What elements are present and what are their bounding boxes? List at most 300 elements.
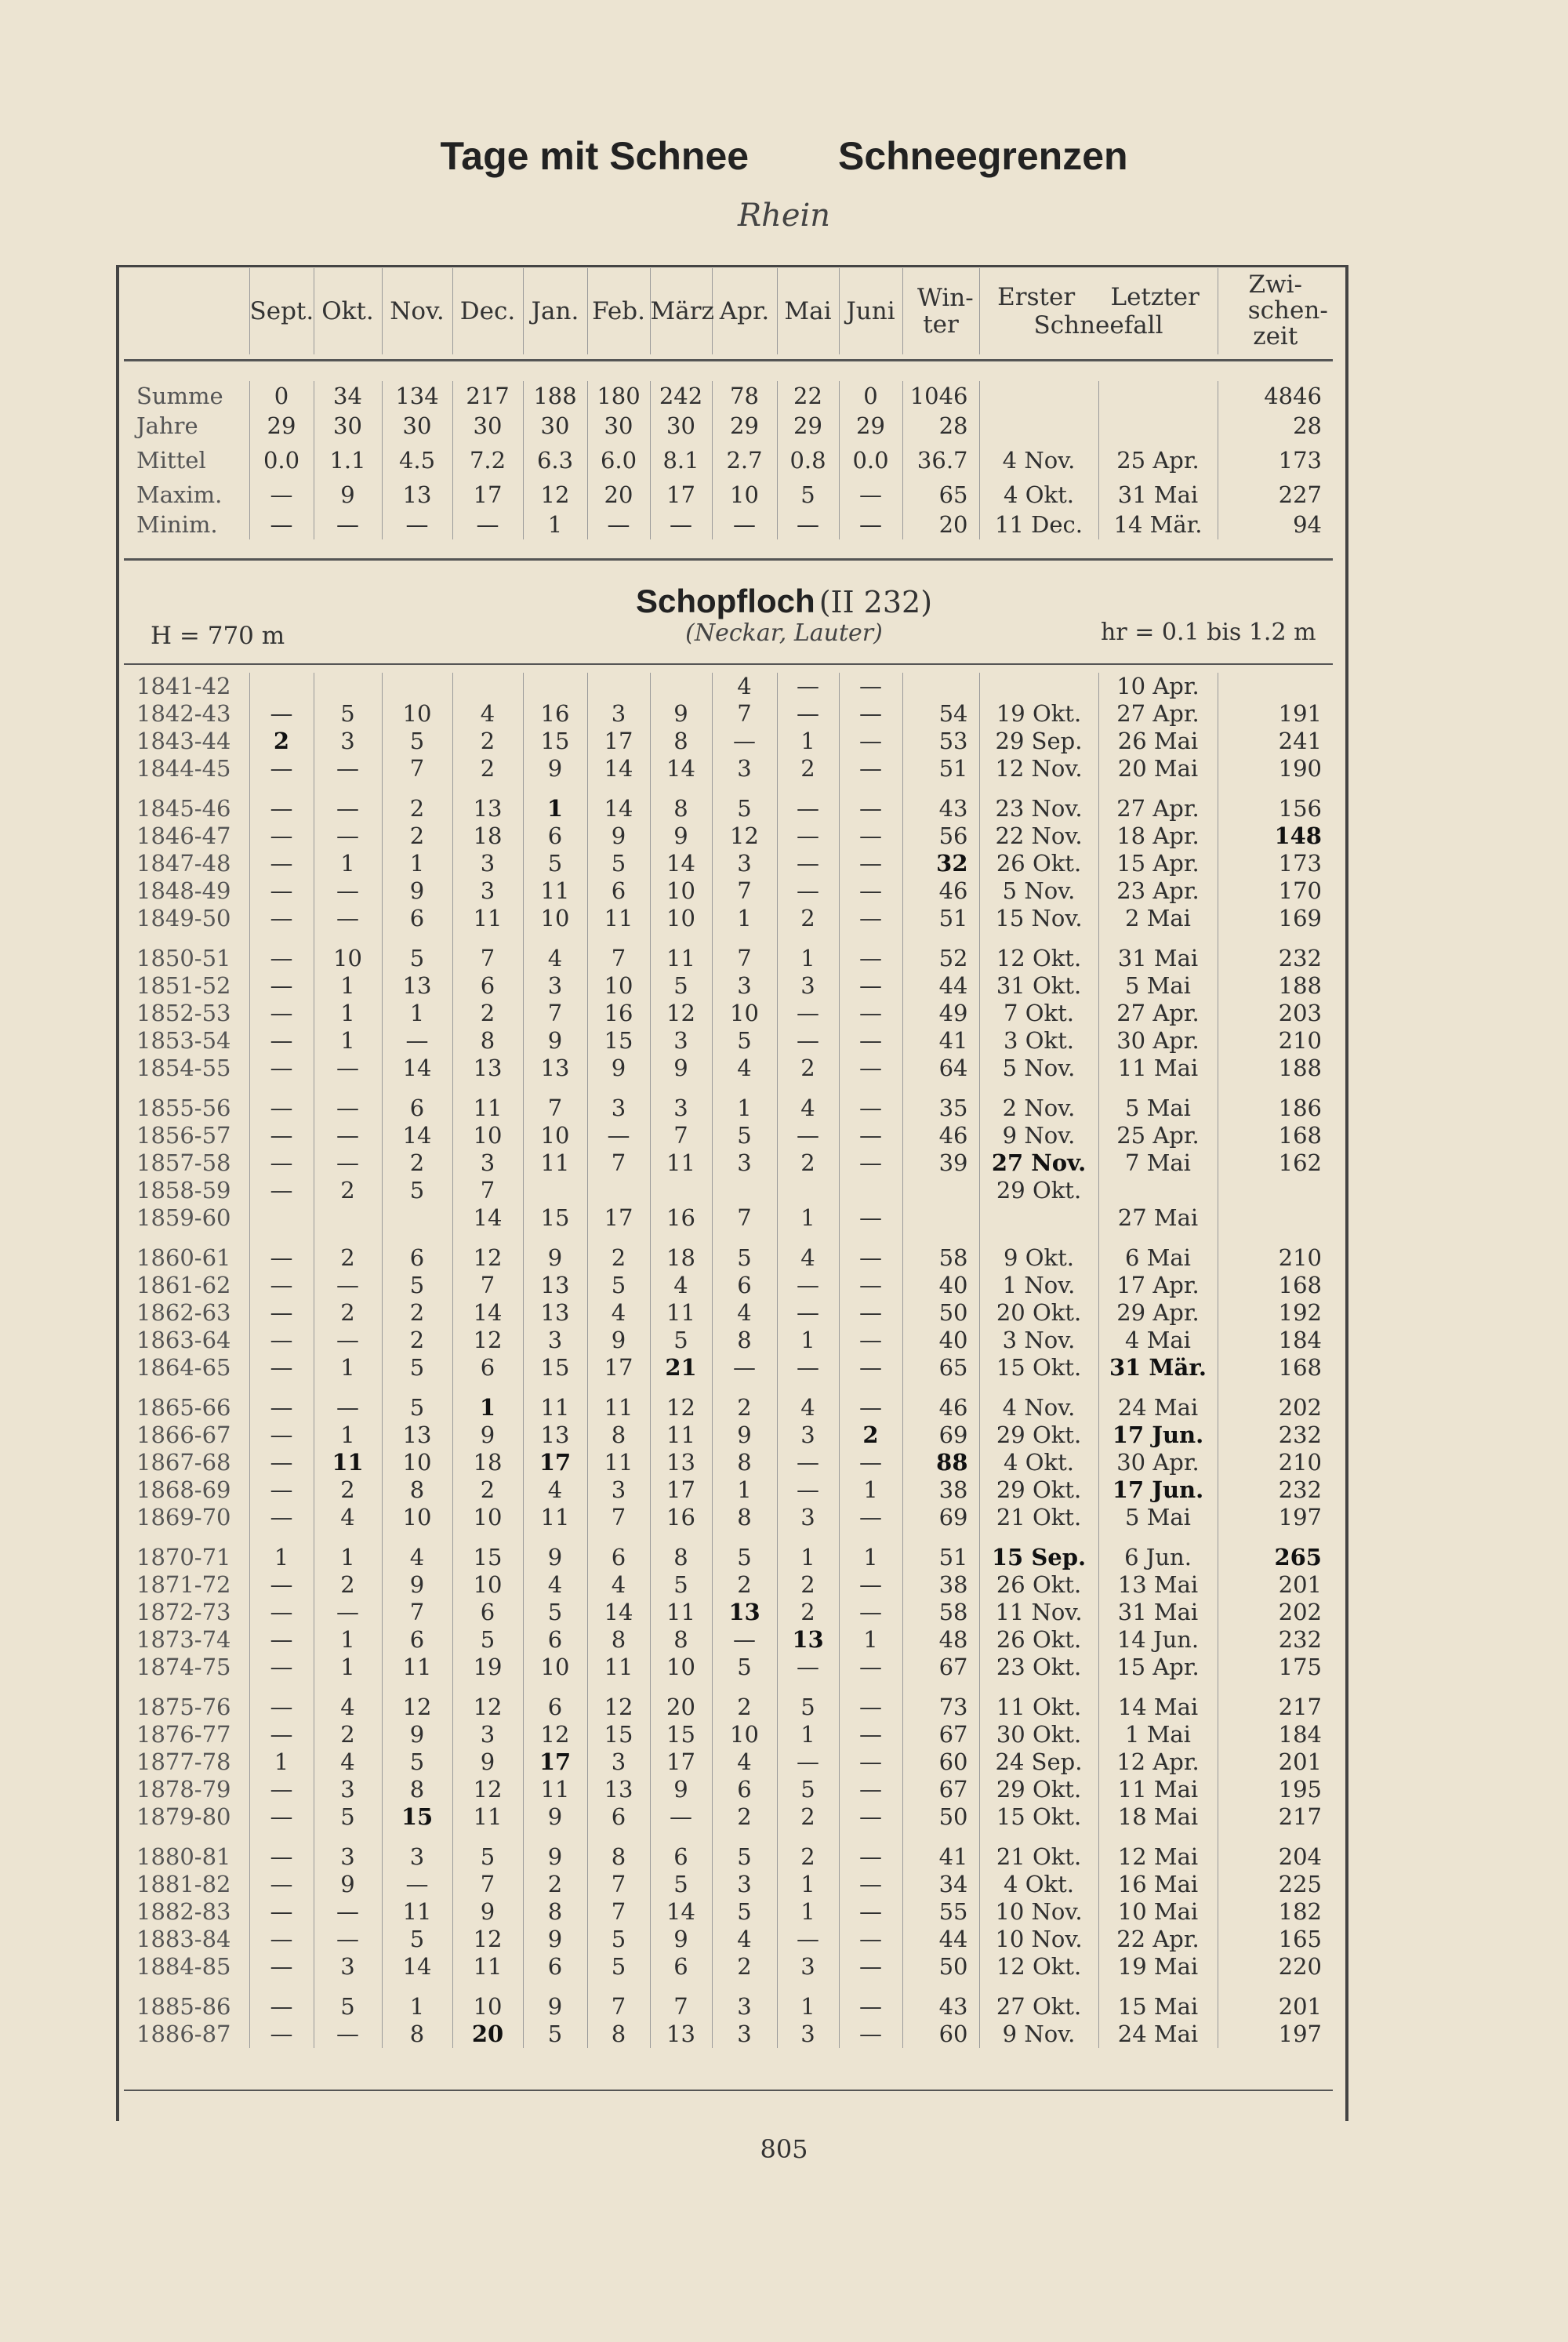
table-cell: 1 xyxy=(712,1095,777,1122)
table-cell: 29 Okt. xyxy=(979,1177,1098,1204)
table-cell: — xyxy=(777,1000,839,1027)
table-cell: 6 xyxy=(523,822,587,850)
table-cell: 1 xyxy=(249,1748,314,1776)
table-cell: — xyxy=(777,1476,839,1504)
table-cell xyxy=(1098,381,1218,411)
table-cell: 4 xyxy=(314,1694,382,1721)
table-row xyxy=(124,1544,1333,1571)
table-row xyxy=(124,1694,1333,1721)
table-cell: 13 xyxy=(452,1055,523,1082)
table-cell: 4 xyxy=(777,1244,839,1272)
table-cell: — xyxy=(249,510,314,539)
table-cell: — xyxy=(777,1027,839,1055)
table-cell: 204 xyxy=(1218,1843,1333,1871)
summary-rule xyxy=(124,558,1333,561)
table-cell: 29 Apr. xyxy=(1098,1299,1218,1327)
col-schneefall-label: Schneefall xyxy=(1033,311,1163,339)
col-nov: Nov. xyxy=(382,268,452,354)
table-cell: 58 xyxy=(902,1599,979,1626)
table-cell: 69 xyxy=(902,1504,979,1531)
table-cell: 3 xyxy=(452,850,523,877)
table-cell: 1 xyxy=(314,972,382,1000)
table-cell: 25 Apr. xyxy=(1098,1122,1218,1149)
table-cell: — xyxy=(777,877,839,905)
table-cell: 2 xyxy=(712,1694,777,1721)
table-cell: 65 xyxy=(902,1354,979,1382)
table-cell: — xyxy=(314,795,382,822)
table-cell: — xyxy=(249,1504,314,1531)
row-label: Summe xyxy=(136,382,223,409)
station-rivers: (Neckar, Lauter) xyxy=(685,619,883,647)
col-letzter: Letzter xyxy=(1110,283,1200,311)
table-cell: 2 xyxy=(523,1871,587,1898)
table-cell: 5 xyxy=(712,1898,777,1926)
table-cell: 2 xyxy=(777,1055,839,1082)
table-cell: 7 xyxy=(712,1204,777,1232)
row-label: 1881-82 xyxy=(136,1871,231,1897)
table-cell: 186 xyxy=(1218,1095,1333,1122)
table-cell: 8 xyxy=(650,1544,712,1571)
table-cell: 11 xyxy=(650,945,712,972)
table-cell: 9 xyxy=(382,1571,452,1599)
table-cell: 7 xyxy=(587,1898,650,1926)
table-cell: 4 Okt. xyxy=(979,1449,1098,1476)
table-cell: 6 xyxy=(382,1095,452,1122)
table-cell: 1 xyxy=(712,905,777,932)
table-cell: 4 Nov. xyxy=(979,1394,1098,1422)
table-cell: 1 xyxy=(777,1721,839,1748)
table-cell: 9 xyxy=(452,1422,523,1449)
table-cell: — xyxy=(839,850,902,877)
table-cell: 11 xyxy=(587,905,650,932)
table-cell: 40 xyxy=(902,1327,979,1354)
table-cell: 11 xyxy=(523,1776,587,1803)
table-cell xyxy=(902,1204,979,1232)
table-cell xyxy=(523,673,587,700)
table-cell: 5 xyxy=(382,1272,452,1299)
table-cell: 2 xyxy=(777,1571,839,1599)
row-label: 1842-43 xyxy=(136,700,231,727)
table-cell: 11 Mai xyxy=(1098,1055,1218,1082)
table-row xyxy=(124,1299,1333,1327)
table-cell: — xyxy=(839,1122,902,1149)
table-cell: 11 Mai xyxy=(1098,1776,1218,1803)
table-cell: 173 xyxy=(1218,850,1333,877)
table-cell: 5 xyxy=(650,1571,712,1599)
row-label: 1863-64 xyxy=(136,1327,231,1353)
table-cell: 22 Nov. xyxy=(979,822,1098,850)
table-cell: 36.7 xyxy=(902,441,979,480)
table-cell: 7 Mai xyxy=(1098,1149,1218,1177)
table-cell: 24 Sep. xyxy=(979,1748,1098,1776)
table-cell: 5 xyxy=(587,1926,650,1953)
table-cell: — xyxy=(650,510,712,539)
table-row xyxy=(124,1244,1333,1272)
table-cell: 7 xyxy=(587,945,650,972)
table-cell: 180 xyxy=(587,381,650,411)
table-row xyxy=(124,2021,1333,2048)
table-cell: — xyxy=(314,1898,382,1926)
table-cell: 14 xyxy=(587,795,650,822)
table-cell: — xyxy=(777,1354,839,1382)
table-row xyxy=(124,1654,1333,1681)
table-cell: 4 Okt. xyxy=(979,480,1098,510)
table-cell: 9 xyxy=(523,1244,587,1272)
table-cell: — xyxy=(249,945,314,972)
table-cell: 7 xyxy=(452,1177,523,1204)
table-cell: 14 xyxy=(587,1599,650,1626)
table-cell: 2 xyxy=(314,1476,382,1504)
table-cell: 220 xyxy=(1218,1953,1333,1981)
table-cell: 65 xyxy=(902,480,979,510)
table-cell: 1 xyxy=(314,1544,382,1571)
table-cell: 265 xyxy=(1218,1544,1333,1571)
table-cell: 169 xyxy=(1218,905,1333,932)
table-cell: 27 Apr. xyxy=(1098,1000,1218,1027)
table-cell xyxy=(382,1204,452,1232)
table-cell: 46 xyxy=(902,1122,979,1149)
table-cell: 0.8 xyxy=(777,441,839,480)
row-label: 1884-85 xyxy=(136,1953,231,1980)
table-cell: 29 Okt. xyxy=(979,1422,1098,1449)
table-cell: 5 Nov. xyxy=(979,877,1098,905)
table-cell: 3 xyxy=(587,1476,650,1504)
table-cell: 5 xyxy=(712,795,777,822)
row-label: 1886-87 xyxy=(136,2021,231,2047)
table-cell: 17 xyxy=(587,1354,650,1382)
table-cell: 15 Apr. xyxy=(1098,850,1218,877)
table-cell: — xyxy=(314,1122,382,1149)
table-cell: 67 xyxy=(902,1776,979,1803)
table-cell: — xyxy=(839,1000,902,1027)
table-cell: 20 Okt. xyxy=(979,1299,1098,1327)
table-cell: — xyxy=(839,1027,902,1055)
table-cell: 6.0 xyxy=(587,441,650,480)
table-cell: 6 xyxy=(382,1244,452,1272)
table-cell: 8.1 xyxy=(650,441,712,480)
table-row xyxy=(124,795,1333,822)
table-cell: 3 xyxy=(314,1776,382,1803)
table-cell: 13 xyxy=(712,1599,777,1626)
table-cell: 23 Nov. xyxy=(979,795,1098,822)
table-cell: — xyxy=(712,1626,777,1654)
station-heading xyxy=(0,583,1568,620)
table-cell: — xyxy=(839,972,902,1000)
table-cell: 9 xyxy=(523,1803,587,1831)
table-cell: 20 xyxy=(650,1694,712,1721)
table-cell: — xyxy=(314,1394,382,1422)
table-cell: 10 xyxy=(712,480,777,510)
table-cell: 44 xyxy=(902,1926,979,1953)
table-cell: — xyxy=(839,1299,902,1327)
table-row xyxy=(124,1599,1333,1626)
table-cell: 25 Apr. xyxy=(1098,441,1218,480)
table-row xyxy=(124,1721,1333,1748)
table-cell: — xyxy=(839,1244,902,1272)
snow-depth-range: hr = 0.1 bis 1.2 m xyxy=(1101,619,1316,646)
table-cell: 3 xyxy=(587,1748,650,1776)
group-gap xyxy=(124,1382,1333,1394)
row-label: 1870-71 xyxy=(136,1544,231,1570)
table-cell: 5 xyxy=(382,1394,452,1422)
table-cell xyxy=(382,673,452,700)
table-cell: 20 xyxy=(452,2021,523,2048)
table-cell: 16 xyxy=(650,1204,712,1232)
table-cell: — xyxy=(249,2021,314,2048)
table-cell: 18 xyxy=(650,1244,712,1272)
table-cell: 9 xyxy=(650,1776,712,1803)
table-cell: 9 xyxy=(523,1027,587,1055)
table-cell: 4 xyxy=(712,673,777,700)
table-cell: 14 xyxy=(650,850,712,877)
table-cell: — xyxy=(314,755,382,782)
table-row xyxy=(124,1476,1333,1504)
table-row xyxy=(124,700,1333,728)
table-cell: 17 xyxy=(523,1449,587,1476)
table-cell: 10 xyxy=(650,1654,712,1681)
table-cell: 201 xyxy=(1218,1748,1333,1776)
table-cell: 53 xyxy=(902,728,979,755)
table-row xyxy=(124,1449,1333,1476)
table-cell: 1 xyxy=(777,1544,839,1571)
table-cell: 11 xyxy=(587,1654,650,1681)
table-cell: 3 xyxy=(777,972,839,1000)
table-cell: 29 Sep. xyxy=(979,728,1098,755)
table-cell: 3 xyxy=(777,2021,839,2048)
table-cell: 10 xyxy=(523,1122,587,1149)
table-cell: 9 xyxy=(523,1926,587,1953)
table-row xyxy=(124,1204,1333,1232)
table-cell: 6 xyxy=(650,1843,712,1871)
table-cell: — xyxy=(314,1926,382,1953)
table-cell: 1 Mai xyxy=(1098,1721,1218,1748)
table-cell: 7 xyxy=(712,877,777,905)
table-cell: 23 Okt. xyxy=(979,1654,1098,1681)
table-cell: 12 xyxy=(382,1694,452,1721)
row-label: 1880-81 xyxy=(136,1843,231,1870)
table-cell: 1 xyxy=(314,1422,382,1449)
table-cell: — xyxy=(839,1354,902,1382)
row-label: 1879-80 xyxy=(136,1803,231,1830)
table-cell: 3 xyxy=(452,1149,523,1177)
table-cell: 2 xyxy=(712,1803,777,1831)
table-cell: 7 xyxy=(587,1504,650,1531)
table-cell: 5 xyxy=(382,945,452,972)
table-cell: 2.7 xyxy=(712,441,777,480)
table-cell: — xyxy=(839,1394,902,1422)
col-mai: Mai xyxy=(777,268,839,354)
table-cell: 7.2 xyxy=(452,441,523,480)
row-label: 1868-69 xyxy=(136,1476,231,1503)
table-cell: 1 xyxy=(314,1000,382,1027)
title-schneegrenzen: Schneegrenzen xyxy=(837,134,1128,178)
table-cell: 4846 xyxy=(1218,381,1333,411)
table-cell: 3 xyxy=(777,1504,839,1531)
table-cell: 8 xyxy=(650,728,712,755)
table-cell: — xyxy=(249,1095,314,1122)
table-cell: 232 xyxy=(1218,1476,1333,1504)
table-cell: 2 xyxy=(777,1599,839,1626)
table-cell: 29 xyxy=(839,411,902,441)
table-cell: 201 xyxy=(1218,1571,1333,1599)
table-cell: 14 Mär. xyxy=(1098,510,1218,539)
table-cell: 3 xyxy=(314,1953,382,1981)
summary-row xyxy=(124,510,1333,539)
table-cell: 6 xyxy=(712,1776,777,1803)
row-label: 1874-75 xyxy=(136,1654,231,1680)
row-label: Maxim. xyxy=(136,481,223,508)
table-cell xyxy=(523,1177,587,1204)
table-cell: — xyxy=(249,1354,314,1382)
table-row xyxy=(124,1422,1333,1449)
table-cell: 7 xyxy=(452,945,523,972)
table-cell: 13 xyxy=(587,1776,650,1803)
table-cell: — xyxy=(249,905,314,932)
table-cell: 22 xyxy=(777,381,839,411)
table-cell: — xyxy=(777,1748,839,1776)
table-cell: 11 xyxy=(650,1299,712,1327)
table-cell: 17 xyxy=(650,1748,712,1776)
table-cell: 17 xyxy=(452,480,523,510)
table-cell: 11 xyxy=(314,1449,382,1476)
table-cell: 20 Mai xyxy=(1098,755,1218,782)
table-cell: 16 Mai xyxy=(1098,1871,1218,1898)
row-label: 1851-52 xyxy=(136,972,231,999)
table-row xyxy=(124,1776,1333,1803)
table-cell: 41 xyxy=(902,1027,979,1055)
table-cell: 182 xyxy=(1218,1898,1333,1926)
table-row xyxy=(124,822,1333,850)
table-cell: 4 xyxy=(382,1544,452,1571)
table-cell xyxy=(979,381,1098,411)
table-cell: — xyxy=(777,1122,839,1149)
table-cell: 13 xyxy=(523,1299,587,1327)
table-cell: 14 Mai xyxy=(1098,1694,1218,1721)
table-cell: 19 xyxy=(452,1654,523,1681)
table-cell: — xyxy=(249,1843,314,1871)
table-cell: 3 Okt. xyxy=(979,1027,1098,1055)
table-cell: 28 xyxy=(902,411,979,441)
table-cell: 11 xyxy=(650,1149,712,1177)
table-cell: 9 xyxy=(650,1926,712,1953)
table-cell: 1 xyxy=(452,1394,523,1422)
table-cell: — xyxy=(249,1626,314,1654)
table-cell: — xyxy=(587,510,650,539)
table-cell: 2 xyxy=(777,755,839,782)
group-gap xyxy=(124,782,1333,795)
table-cell: 8 xyxy=(452,1027,523,1055)
table-cell: 21 xyxy=(650,1354,712,1382)
table-cell: 9 xyxy=(452,1898,523,1926)
table-cell: — xyxy=(249,1177,314,1204)
table-cell: 1 xyxy=(777,1871,839,1898)
table-cell: 202 xyxy=(1218,1599,1333,1626)
table-cell: 18 Apr. xyxy=(1098,822,1218,850)
table-cell: 27 Apr. xyxy=(1098,795,1218,822)
row-label: 1848-49 xyxy=(136,877,231,904)
table-cell: 5 xyxy=(382,1748,452,1776)
table-cell: — xyxy=(839,1571,902,1599)
table-cell: 2 xyxy=(777,1803,839,1831)
table-cell: 29 xyxy=(777,411,839,441)
table-cell xyxy=(1098,411,1218,441)
table-cell: 10 xyxy=(382,700,452,728)
table-cell: — xyxy=(712,1354,777,1382)
table-cell: — xyxy=(249,1244,314,1272)
table-cell: 5 xyxy=(777,1694,839,1721)
table-cell: 2 xyxy=(587,1244,650,1272)
table-cell: 8 xyxy=(712,1449,777,1476)
table-cell: — xyxy=(249,972,314,1000)
table-row xyxy=(124,1993,1333,2021)
table-cell: 5 xyxy=(314,1993,382,2021)
row-label: 1845-46 xyxy=(136,795,231,822)
table-cell: 1 xyxy=(839,1544,902,1571)
table-cell: — xyxy=(839,700,902,728)
table-cell: 30 xyxy=(523,411,587,441)
row-label: 1877-78 xyxy=(136,1748,231,1775)
table-cell: 2 xyxy=(382,795,452,822)
table-cell: 30 Apr. xyxy=(1098,1027,1218,1055)
table-cell: 19 Mai xyxy=(1098,1953,1218,1981)
table-row xyxy=(124,1953,1333,1981)
table-cell: — xyxy=(777,1272,839,1299)
table-cell xyxy=(249,673,314,700)
table-cell: 11 Okt. xyxy=(979,1694,1098,1721)
table-cell: — xyxy=(249,1299,314,1327)
table-cell: 1.1 xyxy=(314,441,382,480)
table-cell: 8 xyxy=(382,2021,452,2048)
table-cell: 170 xyxy=(1218,877,1333,905)
table-cell: — xyxy=(839,1599,902,1626)
table-cell: 51 xyxy=(902,1544,979,1571)
row-label: 1852-53 xyxy=(136,1000,231,1026)
group-gap xyxy=(124,932,1333,945)
table-cell: 6 xyxy=(452,1599,523,1626)
table-cell: — xyxy=(777,1449,839,1476)
table-cell: 12 Okt. xyxy=(979,945,1098,972)
table-cell: 12 xyxy=(452,1776,523,1803)
table-cell: 6 xyxy=(452,972,523,1000)
table-row xyxy=(124,1272,1333,1299)
table-cell: 4 xyxy=(587,1299,650,1327)
table-cell: 6 xyxy=(382,1626,452,1654)
table-cell: 29 xyxy=(712,411,777,441)
table-cell: 210 xyxy=(1218,1027,1333,1055)
table-cell: 188 xyxy=(1218,1055,1333,1082)
table-cell: 6 xyxy=(523,1953,587,1981)
table-cell: 16 xyxy=(523,700,587,728)
table-cell: 24 Mai xyxy=(1098,2021,1218,2048)
table-cell: 11 xyxy=(523,877,587,905)
table-cell: 225 xyxy=(1218,1871,1333,1898)
table-cell: 3 xyxy=(587,1095,650,1122)
table-cell: 9 xyxy=(523,1993,587,2021)
table-cell: 9 xyxy=(587,1055,650,1082)
summary-table xyxy=(124,381,1333,539)
table-cell: 4.5 xyxy=(382,441,452,480)
table-cell: 14 xyxy=(382,1122,452,1149)
row-label: 1882-83 xyxy=(136,1898,231,1925)
table-cell: 5 xyxy=(712,1843,777,1871)
table-cell: 217 xyxy=(1218,1694,1333,1721)
table-cell: 4 xyxy=(712,1926,777,1953)
table-cell xyxy=(650,673,712,700)
table-cell: — xyxy=(314,1599,382,1626)
table-cell: 2 xyxy=(777,1149,839,1177)
table-row xyxy=(124,1000,1333,1027)
table-cell: 14 xyxy=(382,1953,452,1981)
